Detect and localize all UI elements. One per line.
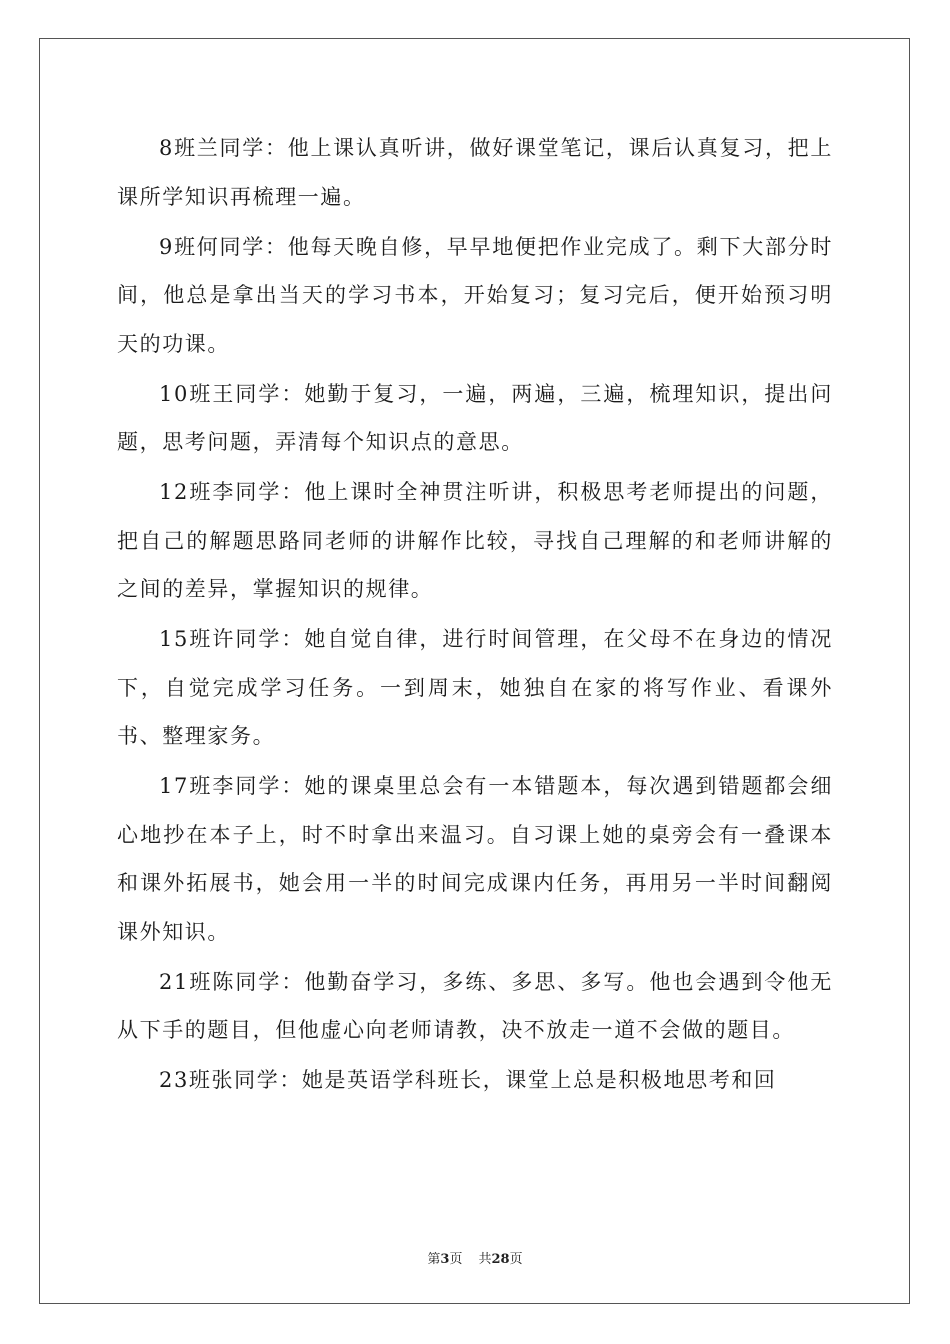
page-unit: 页 (449, 1252, 463, 1267)
total-prefix: 共 (478, 1252, 492, 1267)
paragraph-class-21: 21班陈同学：他勤奋学习，多练、多思、多写。他也会遇到令他无从下手的题目，但他虚心向老师请教，决不放走一道不会做的题目。 (117, 969, 833, 1042)
paragraph-class-23: 23班张同学：她是英语学科班长，课堂上总是积极地思考和回 (159, 1068, 777, 1092)
paragraph-class-9: 9班何同学：他每天晚自修，早早地便把作业完成了。剩下大部分时间，他总是拿出当天的学习书本，开始复习；复习完后，便开始预习明天的功课。 (117, 234, 833, 356)
page-total: 28 (491, 1252, 510, 1267)
page-footer (0, 1248, 950, 1267)
page-prefix: 第 (427, 1252, 441, 1267)
paragraph-class-15: 15班许同学：她自觉自律，进行时间管理，在父母不在身边的情况下，自觉完成学习任务。一到周末，她独自在家的将写作业、看课外书、整理家务。 (117, 627, 833, 748)
document-body (117, 124, 833, 1106)
total-unit: 页 (509, 1252, 523, 1267)
paragraph-class-17: 17班李同学：她的课桌里总会有一本错题本，每次遇到错题都会细心地抄在本子上，时不时拿出来温习。自习课上她的桌旁会有一叠课本和课外拓展书，她会用一半的时间完成课内任务，再用另一半时间翻阅课外知识。 (117, 774, 833, 944)
paragraph-class-10: 10班王同学：她勤于复习，一遍，两遍，三遍，梳理知识，提出问题，思考问题，弄清每个知识点的意思。 (117, 381, 833, 454)
paragraph-class-8: 8班兰同学：他上课认真听讲，做好课堂笔记，课后认真复习，把上课所学知识再梳理一遍。 (117, 136, 833, 209)
page-current: 3 (440, 1252, 450, 1267)
paragraph-class-12: 12班李同学：他上课时全神贯注听讲，积极思考老师提出的问题，把自己的解题思路同老师的讲解作比较，寻找自己理解的和老师讲解的之间的差异，掌握知识的规律。 (117, 480, 833, 601)
